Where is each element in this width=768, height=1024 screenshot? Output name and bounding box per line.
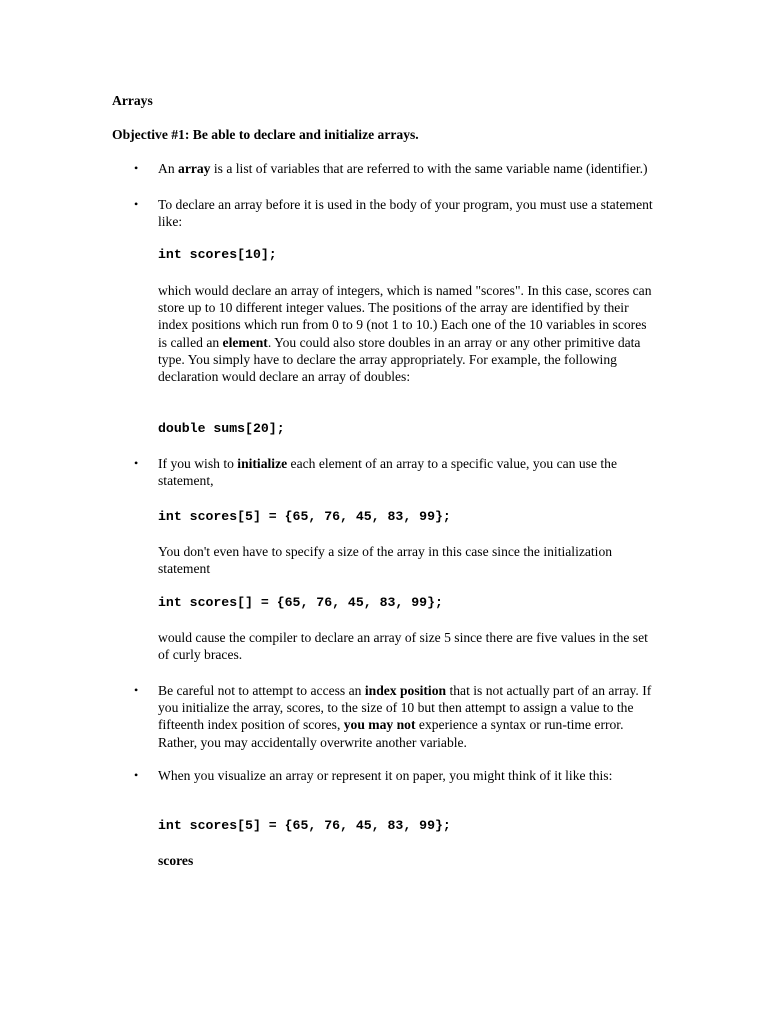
bullet-visualize: When you visualize an array or represent it on paper, you might think of it like this:: [158, 768, 613, 783]
document-title: Arrays: [112, 93, 153, 108]
paragraph-compiler-size: would cause the compiler to declare an array of size 5 since there are five values in the set of curly braces.: [158, 630, 648, 663]
paragraph-scores-explanation: [158, 282, 658, 385]
objective-heading: Objective #1: Be able to declare and initialize arrays.: [112, 127, 419, 142]
bullet-marker: •: [134, 161, 139, 175]
text-run: each element of an array to a specific value, you can use the statement,: [158, 456, 618, 489]
bullet-marker: •: [134, 456, 139, 470]
text-run: experience a syntax or run-time error. Rather, you may accidentally overwrite another variable.: [158, 717, 624, 750]
term-initialize: initialize: [237, 456, 288, 471]
bullet-array-definition: [158, 160, 658, 177]
text-run: If you wish to: [158, 456, 238, 471]
text-run: Be careful not to attempt to access an: [158, 683, 365, 698]
term-index-position: index position: [364, 683, 447, 698]
code-int-scores-10: int scores[10];: [158, 247, 277, 262]
code-int-scores-5-visual: int scores[5] = {65, 76, 45, 83, 99};: [158, 818, 451, 833]
term-you-may-not: you may not: [343, 717, 416, 733]
term-element: element: [222, 334, 268, 350]
text-run: which would declare an array of integers, which is named "scores". In this case, scores can store up to 10 different integer values. The positions of the array are identified by their index positions which run from 0 to 9 (not 1 to 10.) Each one of the 10 variables in scores is called an: [158, 283, 652, 350]
code-int-scores-empty-init: int scores[] = {65, 76, 45, 83, 99};: [158, 595, 443, 610]
text-run: that is not actually part of an array. If you initialize the array, scores, to the size of 10 but then attempt to assign a value to the fifteenth index position of scores,: [158, 683, 652, 733]
code-double-sums-20: double sums[20];: [158, 421, 285, 436]
code-int-scores-5-init: int scores[5] = {65, 76, 45, 83, 99};: [158, 509, 451, 524]
bullet-marker: •: [134, 768, 139, 782]
bullet-index-warning: [158, 682, 658, 751]
term-array: array: [178, 161, 211, 176]
bullet-marker: •: [134, 683, 139, 697]
bullet-initialize: [158, 455, 658, 489]
bullet-marker: •: [134, 197, 139, 211]
label-scores: scores: [158, 853, 194, 868]
paragraph-size-optional: You don't even have to specify a size of the array in this case since the initialization statement: [158, 544, 613, 577]
bullet-declare-array: To declare an array before it is used in the body of your program, you must use a statement like:: [158, 197, 653, 230]
text-run: An: [158, 161, 179, 176]
text-run: is a list of variables that are referred to with the same variable name (identifier.): [210, 161, 648, 176]
text-run: . You could also store doubles in an array or any other primitive data type. You simply have to declare the array appropriately. For example, the following declaration would declare an array of doubles:: [158, 334, 641, 385]
